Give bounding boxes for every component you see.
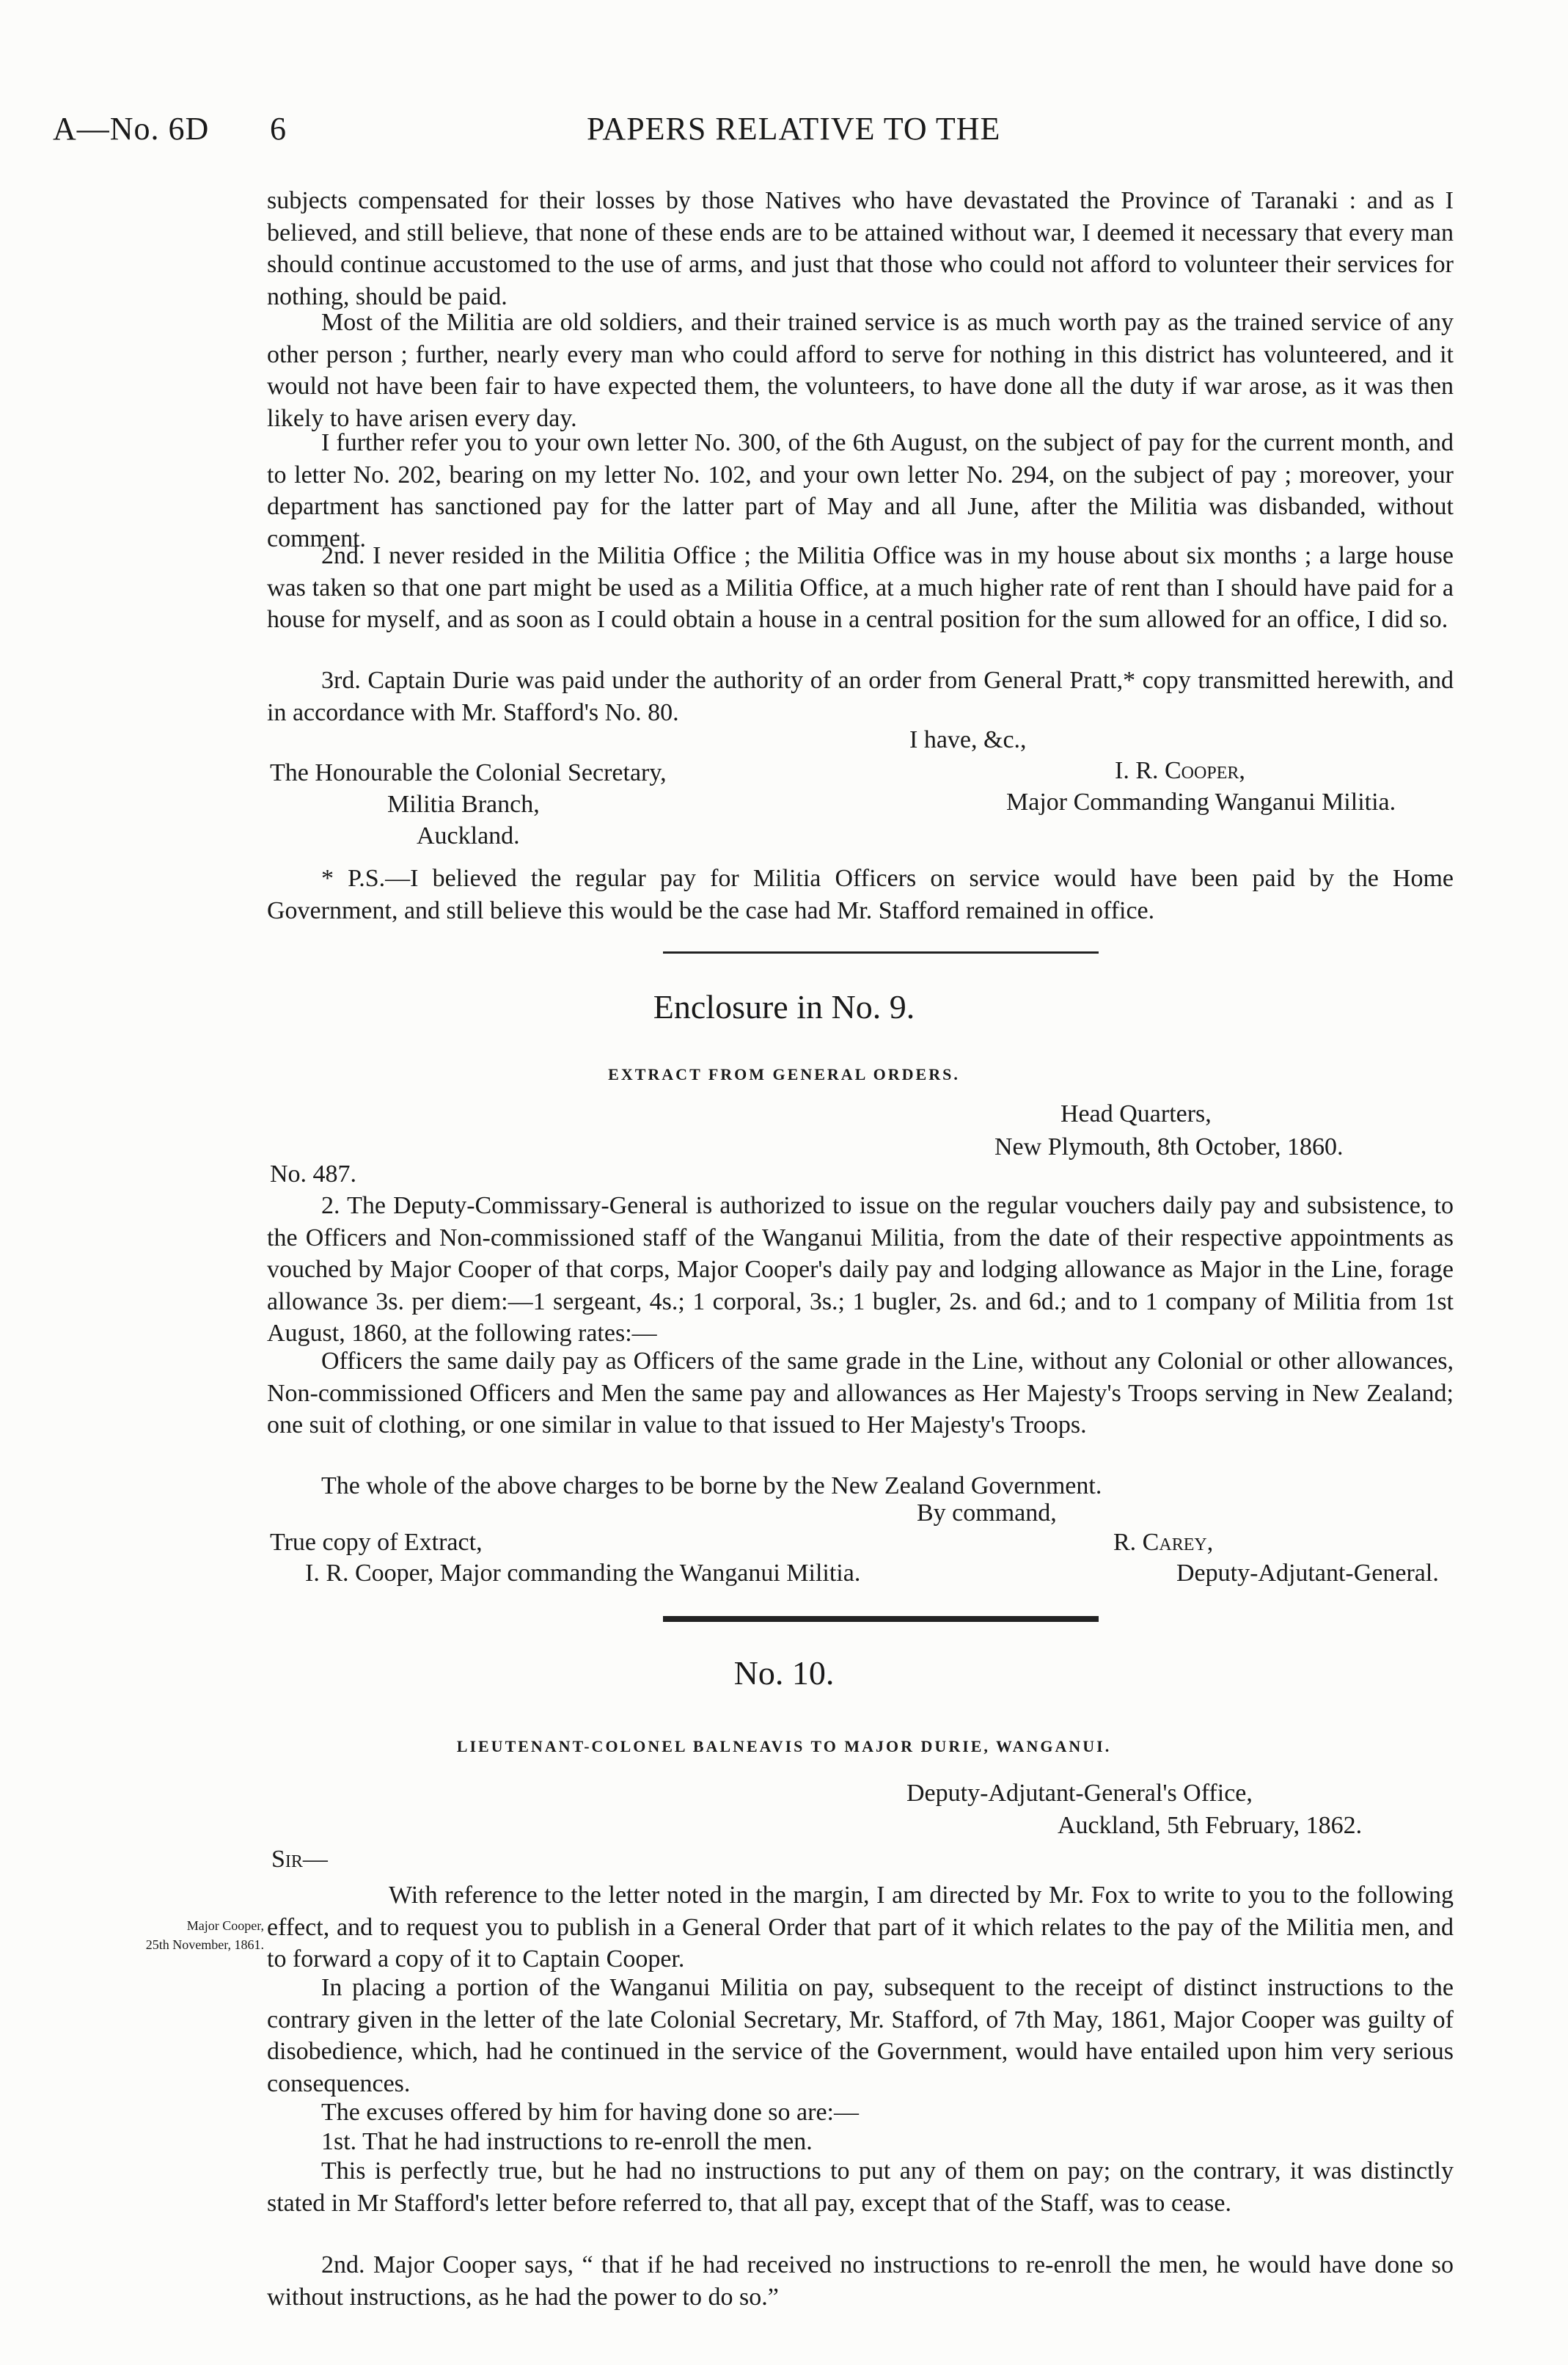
paragraph: This is perfectly true, but he had no instructions to put any of them on pay; on the contrary, it was distinctly stated in Mr Stafford's letter before referred to, that all pay, except that of the Staff, was to cease. (267, 2157, 1454, 2217)
paragraph: 1st. That he had instructions to re-enroll the men. (321, 2128, 813, 2155)
place-line: Head Quarters, (1060, 1100, 1212, 1127)
paragraph: I further refer you to your own letter No. 300, of the 6th August, on the subject of pay for the current month, and to letter No. 202, bearing on my letter No. 102, and your own letter No. 294, on the subject of pay ; moreover, your department has sanctioned pay for the latter part of May and all June, after the Militia was disbanded, without comment. (267, 429, 1454, 552)
paragraph: Officers the same daily pay as Officers of the same grade in the Line, without any Colonial or other allowances, Non-commissioned Officers and Men the same pay and allowances as Her Majesty's Troops serving in New Zealand; one suit of clothing, or one similar in value to that issued to Her Majesty's Troops. (267, 1348, 1454, 1439)
signer-name: I. R. Cooper, (1115, 757, 1245, 784)
page-number: 6 (270, 111, 287, 147)
addressee-line: Militia Branch, (387, 791, 540, 818)
paragraph: 3rd. Captain Durie was paid under the authority of an order from General Pratt,* copy transmitted herewith, and in accordance with Mr. Stafford's No. 80. (267, 667, 1454, 726)
letter-subtitle: LIEUTENANT-COLONEL BALNEAVIS TO MAJOR DURIE, WANGANUI. (456, 1737, 1112, 1755)
margin-note (44, 1916, 264, 1954)
enclosure-title: Enclosure in No. 9. (653, 988, 915, 1026)
paragraph: With reference to the letter noted in the margin, I am directed by Mr. Fox to write to you to the following effect, and to request you to publish in a General Order that part of it which relates to the pay of the Militia men, and to forward a copy of it to Captain Cooper. (267, 1882, 1454, 1973)
signer-name: R. Carey, (1113, 1529, 1214, 1556)
place-line: New Plymouth, 8th October, 1860. (994, 1133, 1344, 1160)
paragraph: 2nd. Major Cooper says, “ that if he had received no instructions to re-enroll the men, he would have done so without instructions, as he had the power to do so.” (267, 2251, 1454, 2311)
order-number: No. 487. (270, 1160, 357, 1188)
paragraph: Most of the Militia are old soldiers, and their trained service is as much worth pay as the trained service of any other person ; further, nearly every man who could afford to serve for nothing in this district has volunteered, and it would not have been fair to have expected them, the volunteers, to have done all the duty if war arose, as it was then likely to have arisen every day. (267, 309, 1454, 432)
paragraph: In placing a portion of the Wanganui Militia on pay, subsequent to the receipt of distinct instructions to the contrary given in the letter of the late Colonial Secretary, Mr. Stafford, of 7th May, 1861, Major Cooper was guilty of disobedience, which, had he continued in the service of the Government, would have entailed upon him very serious consequences. (267, 1974, 1454, 2097)
letter-number: No. 10. (733, 1654, 835, 1692)
margin-note-line: Major Cooper, (186, 1918, 264, 1933)
place-line: Auckland, 5th February, 1862. (1058, 1812, 1363, 1839)
section-divider (663, 1616, 1099, 1622)
paragraph: 2. The Deputy-Commissary-General is authorized to issue on the regular vouchers daily pay and subsistence, to the Officers and Non-commissioned staff of the Wanganui Militia, from the date of their respective appointments as vouched by Major Cooper of that corps, Major Cooper's daily pay and lodging allowance as Major in the Line, forage allowance 3s. per diem:—1 sergeant, 4s.; 1 corporal, 3s.; 1 bugler, 2s. and 6d.; and to 1 company of Militia from 1st August, 1860, at the following rates:— (267, 1192, 1454, 1348)
addressee (270, 757, 667, 852)
margin-note-line: 25th November, 1861. (145, 1937, 264, 1952)
paragraph: The excuses offered by him for having done so are:— (321, 2099, 859, 2126)
paragraph: subjects compensated for their losses by those Natives who have devastated the Province of Taranaki : and as I believed, and still believe, that none of these ends are to be attained without war, I deemed it necessary that every man should continue accustomed to the use of arms, and just that those who could not afford to volunteer their services for nothing, should be paid. (267, 187, 1454, 310)
postscript: * P.S.—I believed the regular pay for Militia Officers on service would have been paid by the Home Government, and still believe this would be the case had Mr. Stafford remained in office. (267, 865, 1454, 924)
by-command: By command, (917, 1499, 1057, 1527)
salutation: Sir— (271, 1846, 328, 1873)
closing: I have, &c., (909, 726, 1027, 753)
signer-title: Deputy-Adjutant-General. (1176, 1560, 1439, 1587)
page-ref: A—No. 6D (53, 111, 210, 147)
addressee-line: Auckland. (417, 822, 520, 849)
addressee-line: The Honourable the Colonial Secretary, (270, 759, 667, 786)
running-title: PAPERS RELATIVE TO THE (587, 111, 1001, 147)
true-copy-by: I. R. Cooper, Major commanding the Wanganui Militia. (305, 1560, 861, 1587)
true-copy: True copy of Extract, (270, 1529, 483, 1556)
divider (663, 951, 1099, 954)
place-line: Deputy-Adjutant-General's Office, (906, 1780, 1253, 1807)
paragraph: 2nd. I never resided in the Militia Office ; the Militia Office was in my house about six months ; a large house was taken so that one part might be used as a Militia Office, at a much higher rate of rent than I should have paid for a house for myself, and as soon as I could obtain a house in a central position for the sum allowed for an office, I did so. (267, 542, 1454, 634)
signer-title: Major Commanding Wanganui Militia. (1006, 789, 1396, 816)
paragraph: The whole of the above charges to be borne by the New Zealand Government. (321, 1472, 1102, 1499)
enclosure-subtitle: EXTRACT FROM GENERAL ORDERS. (608, 1065, 960, 1083)
